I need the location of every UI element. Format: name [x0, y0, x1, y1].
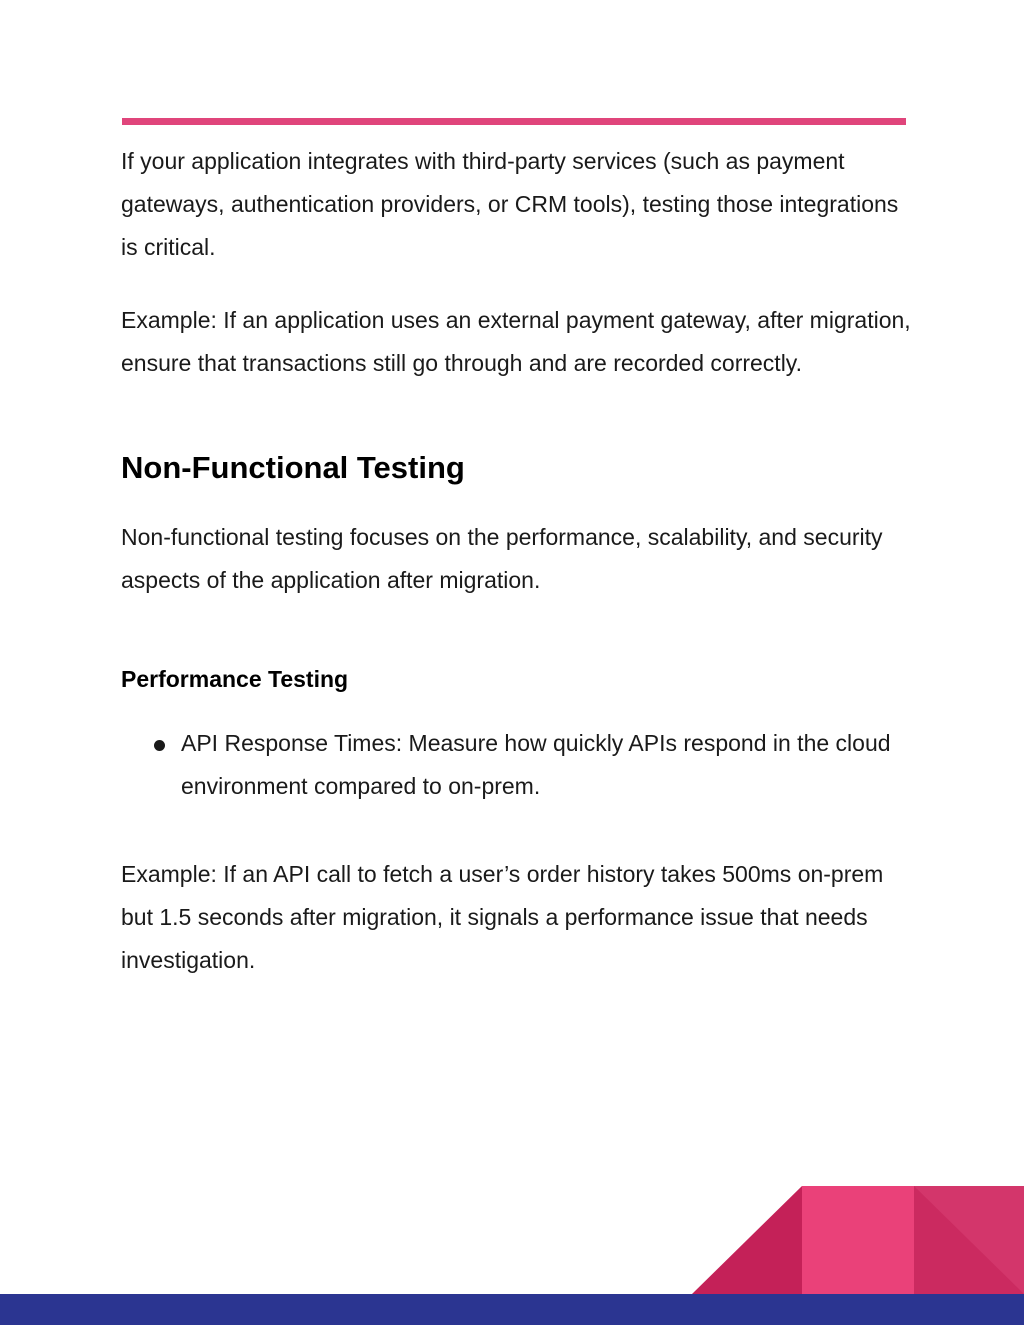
- corner-shade: [914, 1186, 1024, 1294]
- subheading: Performance Testing: [121, 666, 349, 692]
- bullet-dot-icon: [154, 740, 165, 751]
- list-item: [121, 722, 911, 808]
- corner-block-mid: [802, 1186, 914, 1294]
- corner-triangle-dark: [692, 1186, 802, 1294]
- bullet-list: [121, 722, 911, 808]
- corner-block-light: [914, 1186, 1024, 1294]
- intro-paragraph: If your application integrates with third-party services (such as payment gateways, authentication providers, or CRM tools), testing those integrations is critical.: [121, 148, 899, 260]
- example-paragraph-2: Example: If an API call to fetch a user’s order history takes 500ms on-prem but 1.5 seconds after migration, it signals a performance issue that needs investigation.: [121, 861, 884, 973]
- example-paragraph-1: Example: If an application uses an external payment gateway, after migration, ensure that transactions still go through and are recorded correctly.: [121, 307, 911, 376]
- list-item-text: API Response Times: Measure how quickly APIs respond in the cloud environment compared to on-prem.: [181, 730, 891, 799]
- footer-band: [0, 1294, 1024, 1325]
- section-heading: Non-Functional Testing: [121, 450, 465, 485]
- section-intro-paragraph: Non-functional testing focuses on the performance, scalability, and security aspects of the application after migration.: [121, 524, 883, 593]
- top-accent-rule: [122, 118, 906, 125]
- document-body: [121, 140, 911, 982]
